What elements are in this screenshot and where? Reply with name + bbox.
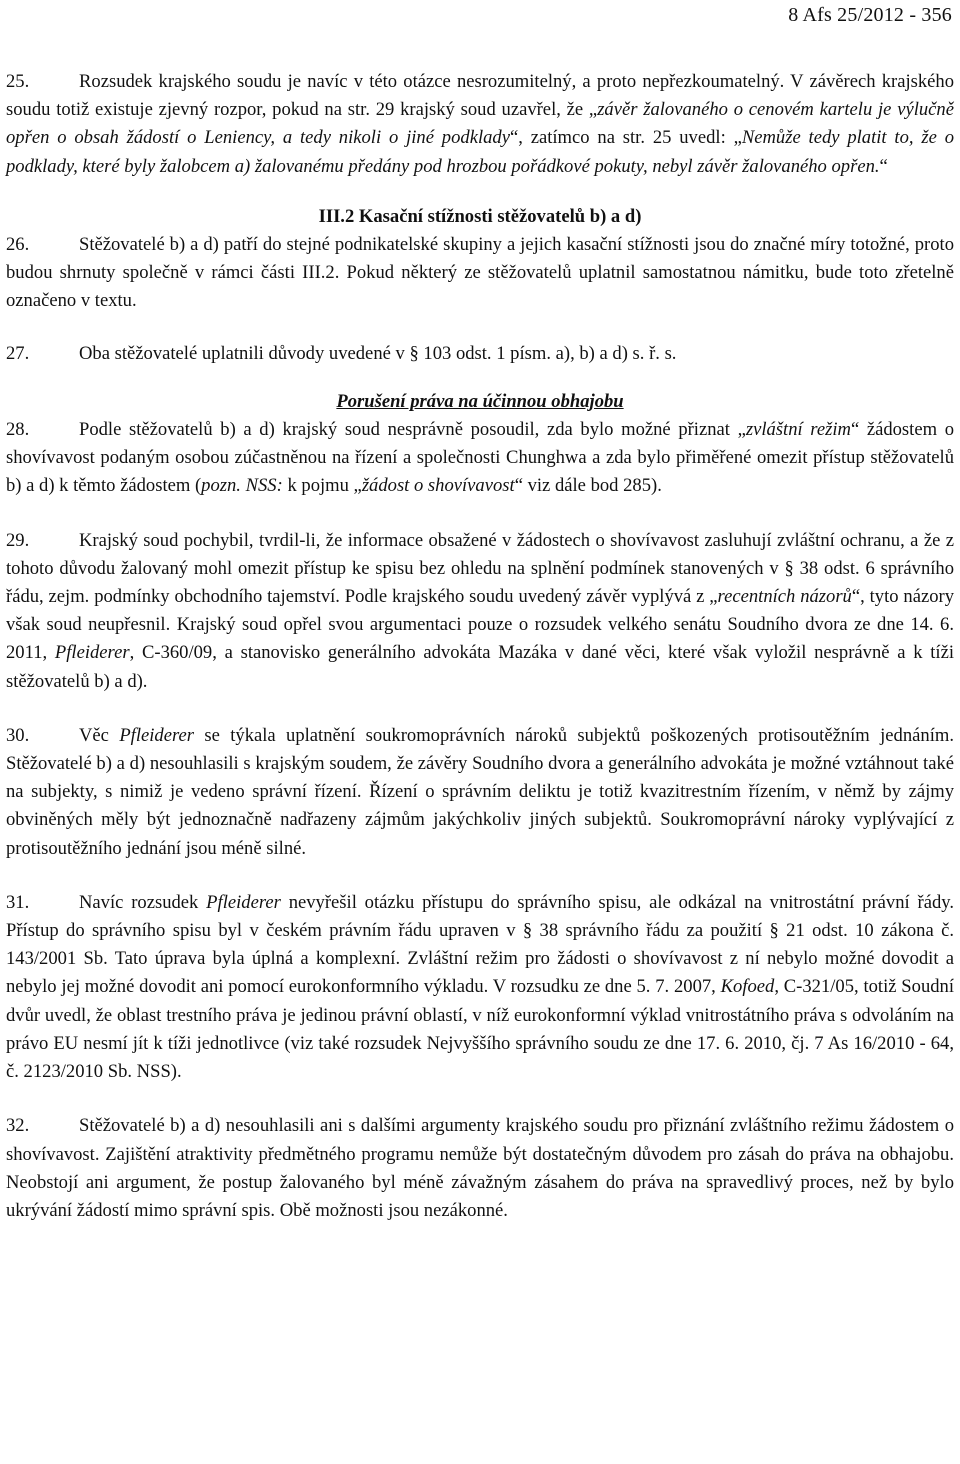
case-name: Kofoed bbox=[720, 976, 775, 998]
document-reference: 8 Afs 25/2012 - 356 bbox=[788, 4, 952, 26]
paragraph-text: “ žádostem o shovívavost podaným osobou zúčastněnou na řízení a společnosti Chunghwa a zda bylo přiměřené omezit přístup stěžovatelů b) a d) k těmto žádostem ( bbox=[6, 419, 954, 497]
paragraph-text: Podle stěžovatelů b) a d) krajský soud nesprávně posoudil, zda bylo možné přiznat „ bbox=[79, 419, 746, 441]
paragraph-text: “ bbox=[879, 155, 888, 177]
paragraph-number: 30. bbox=[6, 724, 30, 746]
paragraph-text: Navíc rozsudek bbox=[79, 891, 207, 913]
paragraph-25 bbox=[6, 68, 954, 181]
paragraph-text: “ viz dále bod 285). bbox=[514, 475, 662, 497]
case-name: Pfleiderer bbox=[54, 642, 130, 664]
paragraph-27 bbox=[6, 340, 954, 368]
paragraph-text: se týkala uplatnění soukromoprávních nároků subjektů poškozených protisoutěžním jednáním. Stěžovatelé b) a d) nesouhlasili s krajským soudem, že závěry Soudního dvora a generálního advokáta je možné vztáhnout také na subjekty, s nimiž je vedeno správní řízení. Řízení o správním deliktu je totiž kvazitrestním řízením, v němž by zájmy obviněných měly být jednoznačně nadřazeny zájmům jakýchkoliv jiných subjektů. Soukromoprávní nároky vyplývající z protisoutěžního jednání jsou méně silné. bbox=[6, 724, 954, 859]
quotation: Nemůže tedy platit to, že o podklady, které byly žalobcem a) žalovanému předány pod hrozbou pořádkové pokuty, nebyl závěr žalovaného opřen. bbox=[6, 127, 954, 177]
subsection-heading: Porušení práva na účinnou obhajobu bbox=[336, 390, 624, 412]
case-name: Pfleiderer bbox=[206, 891, 281, 913]
paragraph-text: k pojmu „ bbox=[282, 475, 362, 497]
paragraph-text: Věc bbox=[79, 724, 120, 746]
quotation: závěr žalovaného o cenovém kartelu je výlučně opřen o obsah žádostí o Leniency, a tedy nikoli o jiné podklady bbox=[6, 99, 954, 149]
quotation: recentních názorů bbox=[717, 586, 852, 608]
paragraph-text: “, zatímco na str. 25 uvedl: „ bbox=[509, 127, 742, 149]
editor-note: pozn. NSS: bbox=[201, 475, 283, 497]
paragraph-text: Oba stěžovatelé uplatnili důvody uvedené v § 103 odst. 1 písm. a), b) a d) s. ř. s. bbox=[79, 342, 677, 364]
paragraph-text: , C-321/05, totiž Soudní dvůr uvedl, že oblast trestního práva je jedinou právní oblastí, v níž eurokonformní výklad vnitrostátního práva s odvoláním na právo EU nesmí jít k tíži jednotlivce (viz také rozsudek Nejvyššího správního soudu ze dne 17. 6. 2010, čj. 7 As 16/2010 - 64, č. 2123/2010 Sb. NSS). bbox=[6, 976, 955, 1083]
paragraph-28 bbox=[6, 416, 954, 501]
paragraph-32 bbox=[6, 1112, 954, 1225]
paragraph-number: 25. bbox=[6, 71, 30, 92]
document-body bbox=[6, 68, 954, 1225]
paragraph-text: , C-360/09, a stanovisko generálního advokáta Mazáka v dané věci, které však vyložil nesprávně a k tíži stěžovatelů b) a d). bbox=[6, 642, 955, 692]
paragraph-text: Rozsudek krajského soudu je navíc v této otázce nesrozumitelný, a proto nepřezkoumatelný. V závěrech krajského soudu totiž existuje zjevný rozpor, pokud na str. 29 krajský soud uzavřel, že „ bbox=[6, 71, 954, 121]
paragraph-26 bbox=[6, 231, 954, 316]
paragraph-text: “, tyto názory však soud neupřesnil. Krajský soud opřel svou argumentaci pouze o rozsudek velkého senátu Soudního dvora ze dne 14. 6. 2011, bbox=[6, 586, 954, 664]
paragraph-text: nevyřešil otázku přístupu do správního spisu, ale odkázal na vnitrostátní právní řády. Přístup do správního spisu byl v českém právním řádu upraven v § 38 správního řádu za použití § 21 odst. 10 zákona č. 143/2001 Sb. Tato úprava byla úplná a komplexní. Zvláštní režim pro žádosti o shovívavost z ní nebylo možné dovodit a nebylo jej možné dovodit ani pomocí eurokonformního výkladu. V rozsudku ze dne 5. 7. 2007, bbox=[6, 891, 954, 998]
paragraph-text: Stěžovatelé b) a d) patří do stejné podnikatelské skupiny a jejich kasační stížnosti jsou do značné míry totožné, proto budou shrnuty společně v rámci části III.2. Pokud některý ze stěžovatelů uplatnil samostatnou námitku, bude toto zřetelně označeno v textu. bbox=[6, 234, 954, 312]
paragraph-number: 32. bbox=[6, 1115, 30, 1137]
paragraph-text: Krajský soud pochybil, tvrdil-li, že informace obsažené v žádostech o shovívavost zasluhují zvláštní ochranu, a že z tohoto důvodu žalovaný mohl omezit přístup ke spisu bez ohledu na splnění podmínek stanovených v § 38 odst. 6 správního řádu, zejm. podmínky obchodního tajemství. Podle krajského soudu uvedený závěr vyplývá z „ bbox=[6, 529, 954, 608]
paragraph-text: Stěžovatelé b) a d) nesouhlasili ani s dalšími argumenty krajského soudu pro přiznání zvláštního režimu žádostem o shovívavost. Zajištění atraktivity předmětného programu nemůže být dostatečným důvodem pro zásah do práva na obhajobu. Neobstojí ani argument, že postup žalovaného byl méně závažným zásahem do práva na spravedlivý proces, než by bylo ukrývání žádostí mimo správní spis. Obě možnosti jsou nezákonné. bbox=[6, 1115, 954, 1221]
paragraph-29 bbox=[6, 527, 954, 696]
paragraph-number: 31. bbox=[6, 891, 30, 913]
paragraph-number: 29. bbox=[6, 529, 30, 551]
paragraph-30 bbox=[6, 722, 954, 863]
paragraph-number: 28. bbox=[6, 419, 30, 441]
paragraph-number: 26. bbox=[6, 234, 30, 256]
quotation: zvláštní režim bbox=[745, 419, 851, 441]
case-name: Pfleiderer bbox=[119, 724, 195, 746]
paragraph-31 bbox=[6, 889, 954, 1086]
quotation: žádost o shovívavost bbox=[361, 475, 515, 497]
paragraph-number: 27. bbox=[6, 342, 30, 364]
section-heading: III.2 Kasační stížnosti stěžovatelů b) a d) bbox=[318, 205, 642, 227]
